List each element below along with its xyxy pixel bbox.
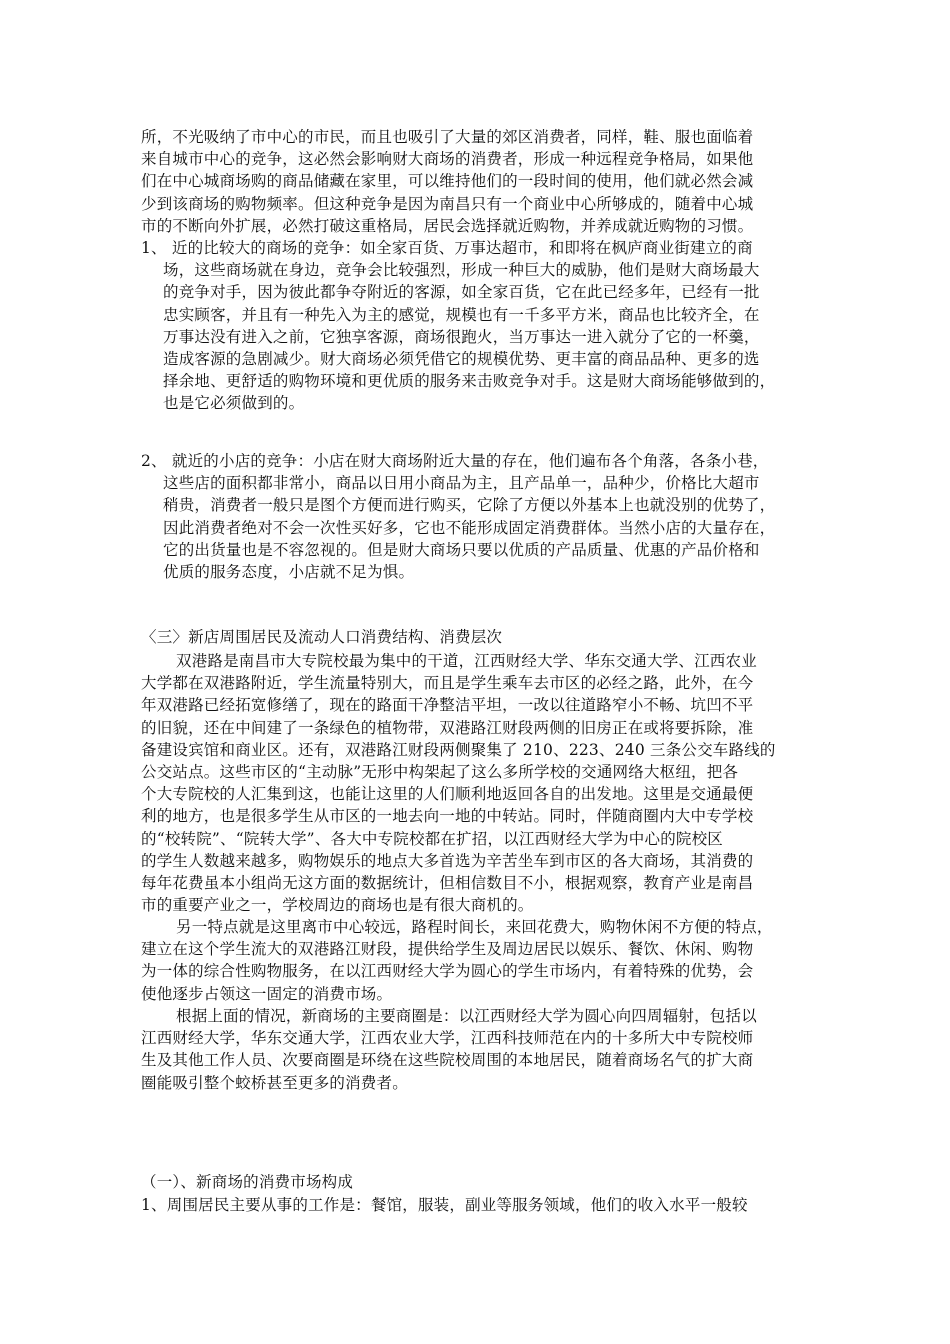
text-line: 的竞争对手，因为彼此都争夺附近的客源，如全家百货，它在此已经多年，已经有一批: [163, 283, 760, 302]
text-line: 生及其他工作人员、次要商圈是环绕在这些院校周围的本地居民，随着商场名气的扩大商: [141, 1051, 754, 1070]
text-line: 的学生人数越来越多，购物娱乐的地点大多首选为辛苦坐车到市区的各大商场，其消费的: [141, 851, 754, 870]
text-line: 们在中心城商场购的商品储藏在家里，可以维持他们的一段时间的使用，他们就必然会减: [141, 172, 754, 191]
text-line: 这些店的面积都非常小，商品以日用小商品为主，且产品单一，品种少，价格比大超市: [163, 474, 760, 493]
text-line: 年双港路已经拓宽修缮了，现在的路面干净整洁平坦，一改以往道路窄小不畅、坑凹不平: [141, 696, 754, 715]
text-line: 利的地方，也是很多学生从市区的一地去向一地的中转站。同时，伴随商圈内大中专学校: [141, 807, 754, 826]
text-line: 市的重要产业之一，学校周边的商场也是有很大商机的。: [141, 896, 534, 915]
text-line: 使他逐步占领这一固定的消费市场。: [141, 984, 393, 1003]
text-line: 建立在这个学生流大的双港路江财段，提供给学生及周边居民以娱乐、餐饮、休闲、购物: [141, 940, 754, 959]
text-line: 圈能吸引整个蛟桥甚至更多的消费者。: [141, 1073, 408, 1092]
text-line: 公交站点。这些市区的“主动脉”无形中构架起了这么多所学校的交通网络大枢纽，把各: [141, 763, 739, 781]
text-line: 另一特点就是这里离市中心较远，路程时间长，来回花费大，购物休闲不方便的特点，: [176, 918, 773, 936]
text-line: 所，不光吸纳了市中心的市民，而且也吸引了大量的郊区消费者，同样，鞋、服也面临着: [141, 128, 754, 146]
text-line: 备建设宾馆和商业区。还有，双港路江财段两侧聚集了 210、223、240 三条公交车路线的: [141, 740, 776, 759]
text-line: 稍贵，消费者一般只是图个方便而进行购买，它除了方便以外基本上也就没别的优势了，: [163, 496, 776, 515]
text-line: 也是它必须做到的。: [163, 394, 305, 413]
text-line: 的旧貌，还在中间建了一条绿色的植物带，双港路江财段两侧的旧房正在或将要拆除，准: [141, 718, 754, 737]
text-line: 它的出货量也是不容忽视的。但是财大商场只要以优质的产品质量、优惠的产品价格和: [163, 540, 760, 559]
text-line: 来自城市中心的竞争，这必然会影响财大商场的消费者，形成一种远程竞争格局，如果他: [141, 150, 754, 169]
text-line: 1、周围居民主要从事的工作是：餐馆，服装，副业等服务领域，他们的收入水平一般较: [141, 1196, 748, 1214]
text-line: 为一体的综合性购物服务，在以江西财经大学为圆心的学生市场内，有着特殊的优势，会: [141, 962, 754, 981]
text-line: 少到该商场的购物频率。但这种竞争是因为南昌只有一个商业中心所够成的，随着中心城: [141, 194, 754, 213]
text-line: （一）、新商场的消费市场构成: [141, 1173, 354, 1191]
text-line: 根据上面的情况，新商场的主要商圈是：以江西财经大学为圆心向四周辐射，包括以: [176, 1007, 757, 1025]
text-line: 2、 就近的小店的竞争：小店在财大商场附近大量的存在，他们遍布各个角落，各条小巷，: [141, 452, 769, 470]
text-line: 因此消费者绝对不会一次性买好多，它也不能形成固定消费群体。当然小店的大量存在，: [163, 518, 776, 537]
text-line: 每年花费虽本小组尚无这方面的数据统计，但相信数目不小，根据观察，教育产业是南昌: [141, 874, 754, 892]
text-line: 场，这些商场就在身边，竞争会比较强烈，形成一种巨大的威胁，他们是财大商场最大: [163, 261, 760, 280]
text-line: 造成客源的急剧减少。财大商场必须凭借它的规模优势、更丰富的商品品种、更多的选: [163, 350, 760, 368]
text-line: 大学都在双港路附近，学生流量特别大，而且是学生乘车去市区的必经之路，此外，在今: [141, 674, 754, 693]
text-line: 双港路是南昌市大专院校最为集中的干道，江西财经大学、华东交通大学、江西农业: [176, 652, 757, 670]
text-line: 优质的服务态度，小店就不足为惧。: [163, 563, 415, 581]
text-line: 〈三〉新店周围居民及流动人口消费结构、消费层次: [141, 628, 503, 646]
text-line: 万事达没有进入之前，它独享客源，商场很跑火，当万事达一进入就分了它的一杯羹，: [163, 327, 760, 346]
text-line: 择余地、更舒适的购物环境和更优质的服务来击败竞争对手。这是财大商场能够做到的，: [163, 372, 776, 391]
text-line: 江西财经大学，华东交通大学，江西农业大学，江西科技师范在内的十多所大中专院校师: [141, 1029, 754, 1048]
text-line: 市的不断向外扩展，必然打破这重格局，居民会选择就近购物，并养成就近购物的习惯。: [141, 216, 754, 235]
text-line: 个大专院校的人汇集到这，也能让这里的人们顺利地返回各自的出发地。这里是交通最便: [141, 785, 754, 804]
text-line: 的“校转院”、“院转大学”、各大中专院校都在扩招，以江西财经大学为中心的院校区: [141, 829, 723, 848]
text-line: 忠实顾客，并且有一种先入为主的感觉，规模也有一千多平方米，商品也比较齐全，在: [163, 305, 760, 324]
text-line: 1、 近的比较大的商场的竞争：如全家百货、万事达超市，和即将在枫庐商业街建立的商: [141, 239, 753, 257]
